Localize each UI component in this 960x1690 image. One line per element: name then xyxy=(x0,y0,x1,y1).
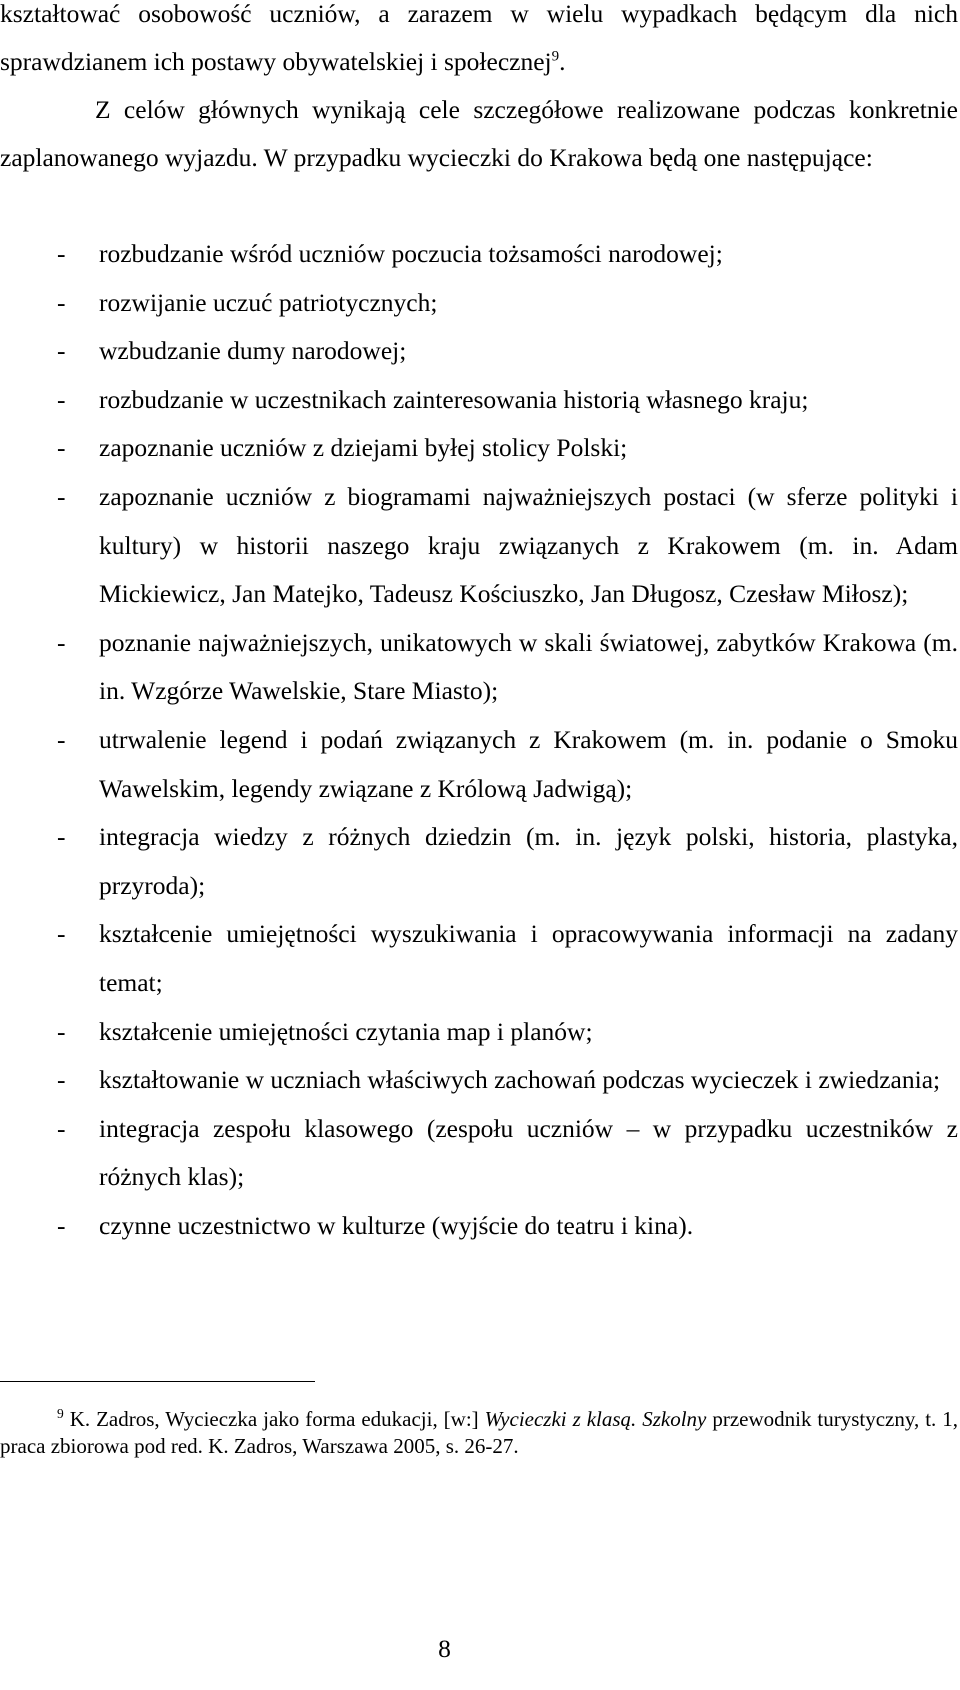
footnote: 9 K. Zadros, Wycieczka jako forma edukacji, [w:] Wycieczki z klasą. Szkolny przewodnik turystyczny, t. 1, praca zbiorowa pod red. K. Zadros, Warszawa 2005, s. 26-27. xyxy=(0,1406,958,1458)
list-item-text: poznanie najważniejszych, unikatowych w skali światowej, zabytków Krakowa (m. in. Wzgórze Wawelskie, Stare Miasto); xyxy=(99,627,958,706)
list-bullet: - xyxy=(57,481,66,511)
footnote-separator xyxy=(0,1381,315,1382)
paragraph-intro xyxy=(0,0,958,86)
footnote-text-before: K. Zadros, Wycieczka jako forma edukacji, [w:] xyxy=(69,1407,485,1431)
footnote-text-after: przewodnik turystyczny, t. 1, praca zbiorowa pod red. K. Zadros, Warszawa 2005, s. 26-27. xyxy=(0,1407,958,1458)
list-bullet: - xyxy=(57,822,66,852)
list-bullet: - xyxy=(57,919,66,949)
footnote-italic-title: Wycieczki z klasą. Szkolny xyxy=(484,1407,707,1431)
list-item xyxy=(0,1056,958,1105)
list-bullet: - xyxy=(57,1210,66,1240)
list-item xyxy=(0,1105,958,1202)
page-number: 8 xyxy=(438,1634,451,1663)
list-bullet: - xyxy=(57,287,66,317)
paragraph-goals: Z celów głównych wynikają cele szczegółowe realizowane podczas konkretnie zaplanowanego wyjazdu. W przypadku wycieczki do Krakowa będą one następujące: xyxy=(0,95,958,172)
list-item xyxy=(0,1008,958,1057)
list-bullet: - xyxy=(57,1016,66,1046)
list-item xyxy=(0,376,958,425)
list-item-text: zapoznanie uczniów z biogramami najważniejszych postaci (w sferze polityki i kultury) w historii naszego kraju związanych z Krakowem (m. in. Adam Mickiewicz, Jan Matejko, Tadeusz Kościuszko, Jan Długosz, Czesław Miłosz); xyxy=(99,481,958,609)
paragraph-intro-end: . xyxy=(559,47,566,76)
goals-list xyxy=(0,230,958,1250)
list-item xyxy=(0,230,958,279)
footnote-reference[interactable]: 9 xyxy=(551,48,560,65)
list-bullet: - xyxy=(57,384,66,414)
list-item-text: czynne uczestnictwo w kulturze (wyjście do teatru i kina). xyxy=(99,1210,694,1240)
list-bullet: - xyxy=(57,1065,66,1095)
list-bullet: - xyxy=(57,1113,66,1143)
list-item-text: zapoznanie uczniów z dziejami byłej stolicy Polski; xyxy=(99,433,628,463)
list-item-text: kształtowanie w uczniach właściwych zachowań podczas wycieczek i zwiedzania; xyxy=(99,1065,941,1095)
list-bullet: - xyxy=(57,627,66,657)
list-bullet: - xyxy=(57,336,66,366)
list-item xyxy=(0,619,958,716)
list-item xyxy=(0,327,958,376)
list-item-text: utrwalenie legend i podań związanych z Krakowem (m. in. podanie o Smoku Wawelskim, legendy związane z Królową Jadwigą); xyxy=(99,724,958,803)
list-item xyxy=(0,1202,958,1251)
list-item xyxy=(0,910,958,1007)
list-item-text: wzbudzanie dumy narodowej; xyxy=(99,336,407,366)
list-item-text: rozbudzanie wśród uczniów poczucia tożsamości narodowej; xyxy=(99,239,723,268)
list-bullet: - xyxy=(57,724,66,754)
list-item-text: integracja zespołu klasowego (zespołu uczniów – w przypadku uczestników z różnych klas); xyxy=(99,1113,958,1192)
list-item xyxy=(0,279,958,328)
list-item xyxy=(0,473,958,619)
list-bullet: - xyxy=(57,433,66,463)
list-item-text: rozbudzanie w uczestnikach zainteresowania historią własnego kraju; xyxy=(99,384,809,414)
list-item xyxy=(0,716,958,813)
list-item-text: integracja wiedzy z różnych dziedzin (m. in. język polski, historia, plastyka, przyroda); xyxy=(99,822,958,900)
list-item xyxy=(0,813,958,910)
list-item-text: kształcenie umiejętności czytania map i planów; xyxy=(99,1016,593,1046)
paragraph-intro-text: kształtować osobowość uczniów, a zarazem w wielu wypadkach będącym dla nich sprawdzianem ich postawy obywatelskiej i społecznej xyxy=(0,0,958,76)
list-item-text: kształcenie umiejętności wyszukiwania i opracowywania informacji na zadany temat; xyxy=(99,919,958,997)
list-bullet: - xyxy=(57,239,66,268)
list-item-text: rozwijanie uczuć patriotycznych; xyxy=(99,287,438,317)
list-item xyxy=(0,424,958,473)
